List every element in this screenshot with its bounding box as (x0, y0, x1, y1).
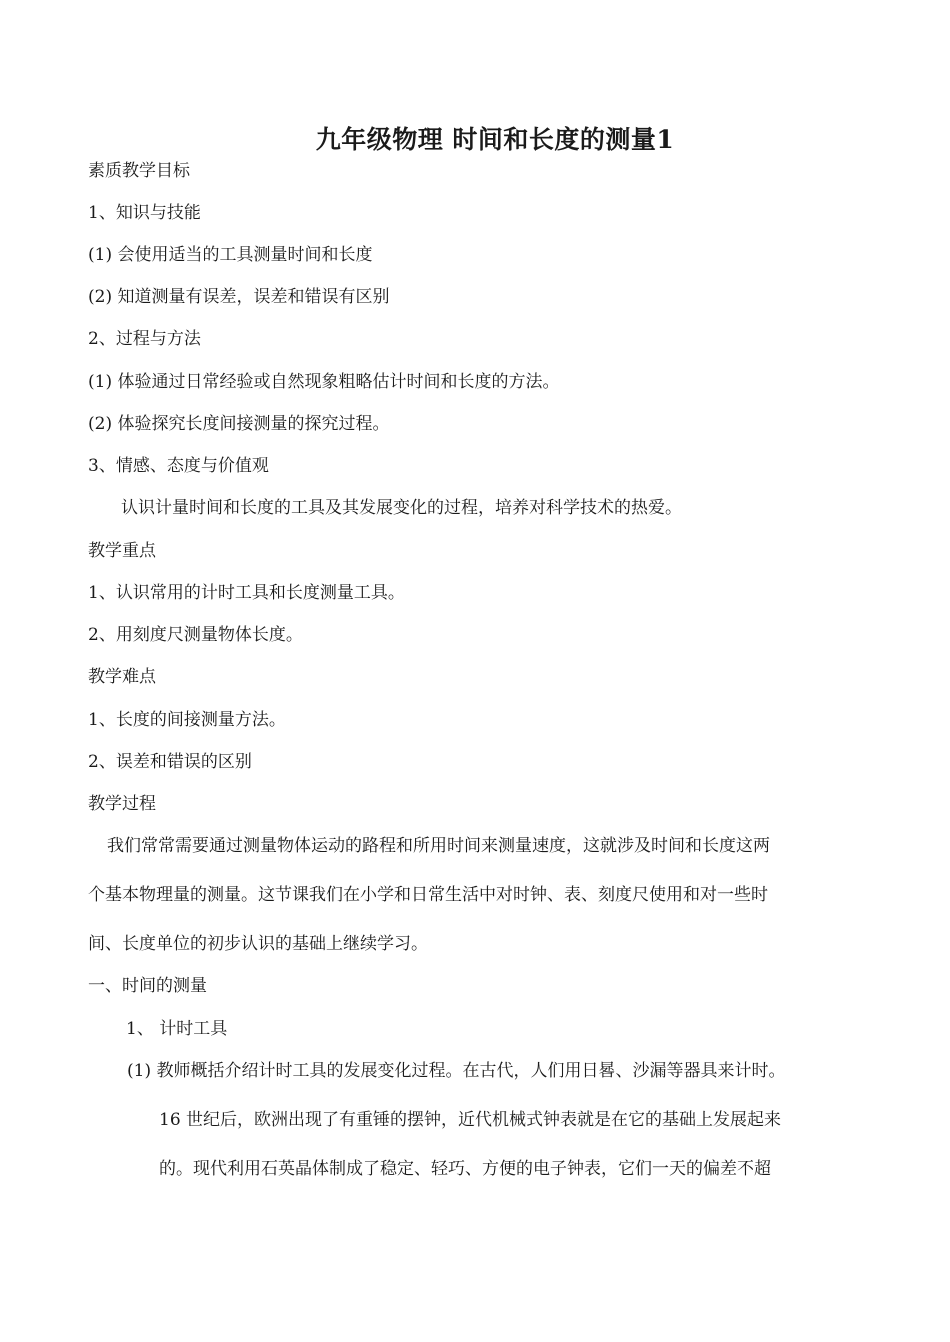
difficulty-item: 2、误差和错误的区别 (88, 752, 252, 772)
timing-tools-paragraph-line: (1) 教师概括介绍计时工具的发展变化过程。在古代，人们用日晷、沙漏等器具来计时。 (127, 1061, 786, 1081)
timing-tools-paragraph-line: 16 世纪后，欧洲出现了有重锤的摆钟，近代机械式钟表就是在它的基础上发展起来 (159, 1110, 782, 1130)
section-heading-key-points: 教学重点 (88, 541, 156, 561)
difficulty-item: 1、长度的间接测量方法。 (88, 710, 286, 730)
objective-item: (2) 知道测量有误差，误差和错误有区别 (88, 287, 390, 307)
section-heading-time-measurement: 一、时间的测量 (88, 976, 207, 996)
subheading-process-methods: 2、过程与方法 (88, 329, 201, 349)
objective-item: (1) 会使用适当的工具测量时间和长度 (88, 245, 373, 265)
intro-paragraph-line: 间、长度单位的初步认识的基础上继续学习。 (88, 934, 428, 954)
subheading-knowledge-skills: 1、知识与技能 (88, 203, 201, 223)
objective-paragraph: 认识计量时间和长度的工具及其发展变化的过程，培养对科学技术的热爱。 (121, 498, 682, 518)
section-heading-difficulties: 教学难点 (88, 667, 156, 687)
intro-paragraph-line: 我们常常需要通过测量物体运动的路程和所用时间来测量速度，这就涉及时间和长度这两 (107, 836, 770, 856)
objective-item: (2) 体验探究长度间接测量的探究过程。 (88, 414, 390, 434)
document-title: 九年级物理 时间和长度的测量1 (315, 125, 675, 154)
key-point-item: 1、认识常用的计时工具和长度测量工具。 (88, 583, 405, 603)
timing-tools-paragraph-line: 的。现代利用石英晶体制成了稳定、轻巧、方便的电子钟表，它们一天的偏差不超 (159, 1159, 771, 1179)
subheading-timing-tools: 1、 计时工具 (126, 1019, 228, 1039)
section-heading-objectives: 素质教学目标 (88, 161, 190, 181)
objective-item: (1) 体验通过日常经验或自然现象粗略估计时间和长度的方法。 (88, 372, 560, 392)
key-point-item: 2、用刻度尺测量物体长度。 (88, 625, 303, 645)
section-heading-process: 教学过程 (88, 794, 156, 814)
subheading-attitudes-values: 3、情感、态度与价值观 (88, 456, 269, 476)
intro-paragraph-line: 个基本物理量的测量。这节课我们在小学和日常生活中对时钟、表、刻度尺使用和对一些时 (88, 885, 768, 905)
